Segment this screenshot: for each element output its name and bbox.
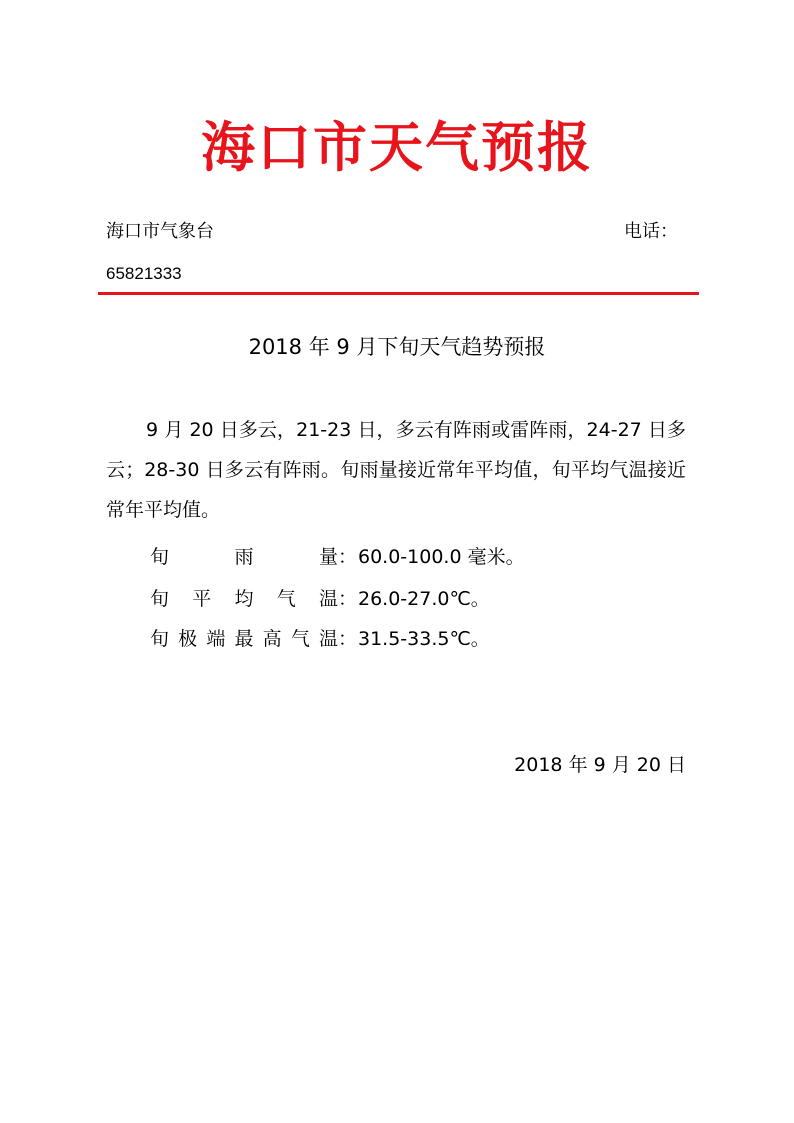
stat-row-rainfall xyxy=(150,542,525,572)
stat-value: 31.5-33.5℃。 xyxy=(358,628,490,650)
stat-label: 旬平均气温 xyxy=(150,588,338,610)
issue-date: 2018 年 9 月 20 日 xyxy=(514,754,686,776)
document-title: 2018 年 9 月下旬天气趋势预报 xyxy=(248,335,546,359)
stat-label: 旬雨量 xyxy=(150,546,338,568)
stat-colon: ： xyxy=(338,588,358,610)
header-title: 海口市天气预报 xyxy=(201,116,593,179)
phone-number: 65821333 xyxy=(106,264,182,283)
stat-value: 60.0-100.0 毫米。 xyxy=(358,546,525,568)
forecast-paragraph: 9 月 20 日多云，21-23 日，多云有阵雨或雷阵雨，24-27 日多云；28-30 日多云有阵雨。旬雨量接近常年平均值，旬平均气温接近常年平均值。 xyxy=(106,419,686,521)
stat-colon: ： xyxy=(338,628,358,650)
stat-row-max-temperature xyxy=(150,624,490,654)
stat-value: 26.0-27.0℃。 xyxy=(358,588,490,610)
stat-colon: ： xyxy=(338,546,358,568)
stat-row-mean-temperature xyxy=(150,584,490,614)
organization-name: 海口市气象台 xyxy=(106,221,214,242)
stat-label: 旬极端最高气温 xyxy=(150,628,338,650)
phone-label: 电话： xyxy=(624,221,678,242)
header-divider xyxy=(98,292,699,295)
